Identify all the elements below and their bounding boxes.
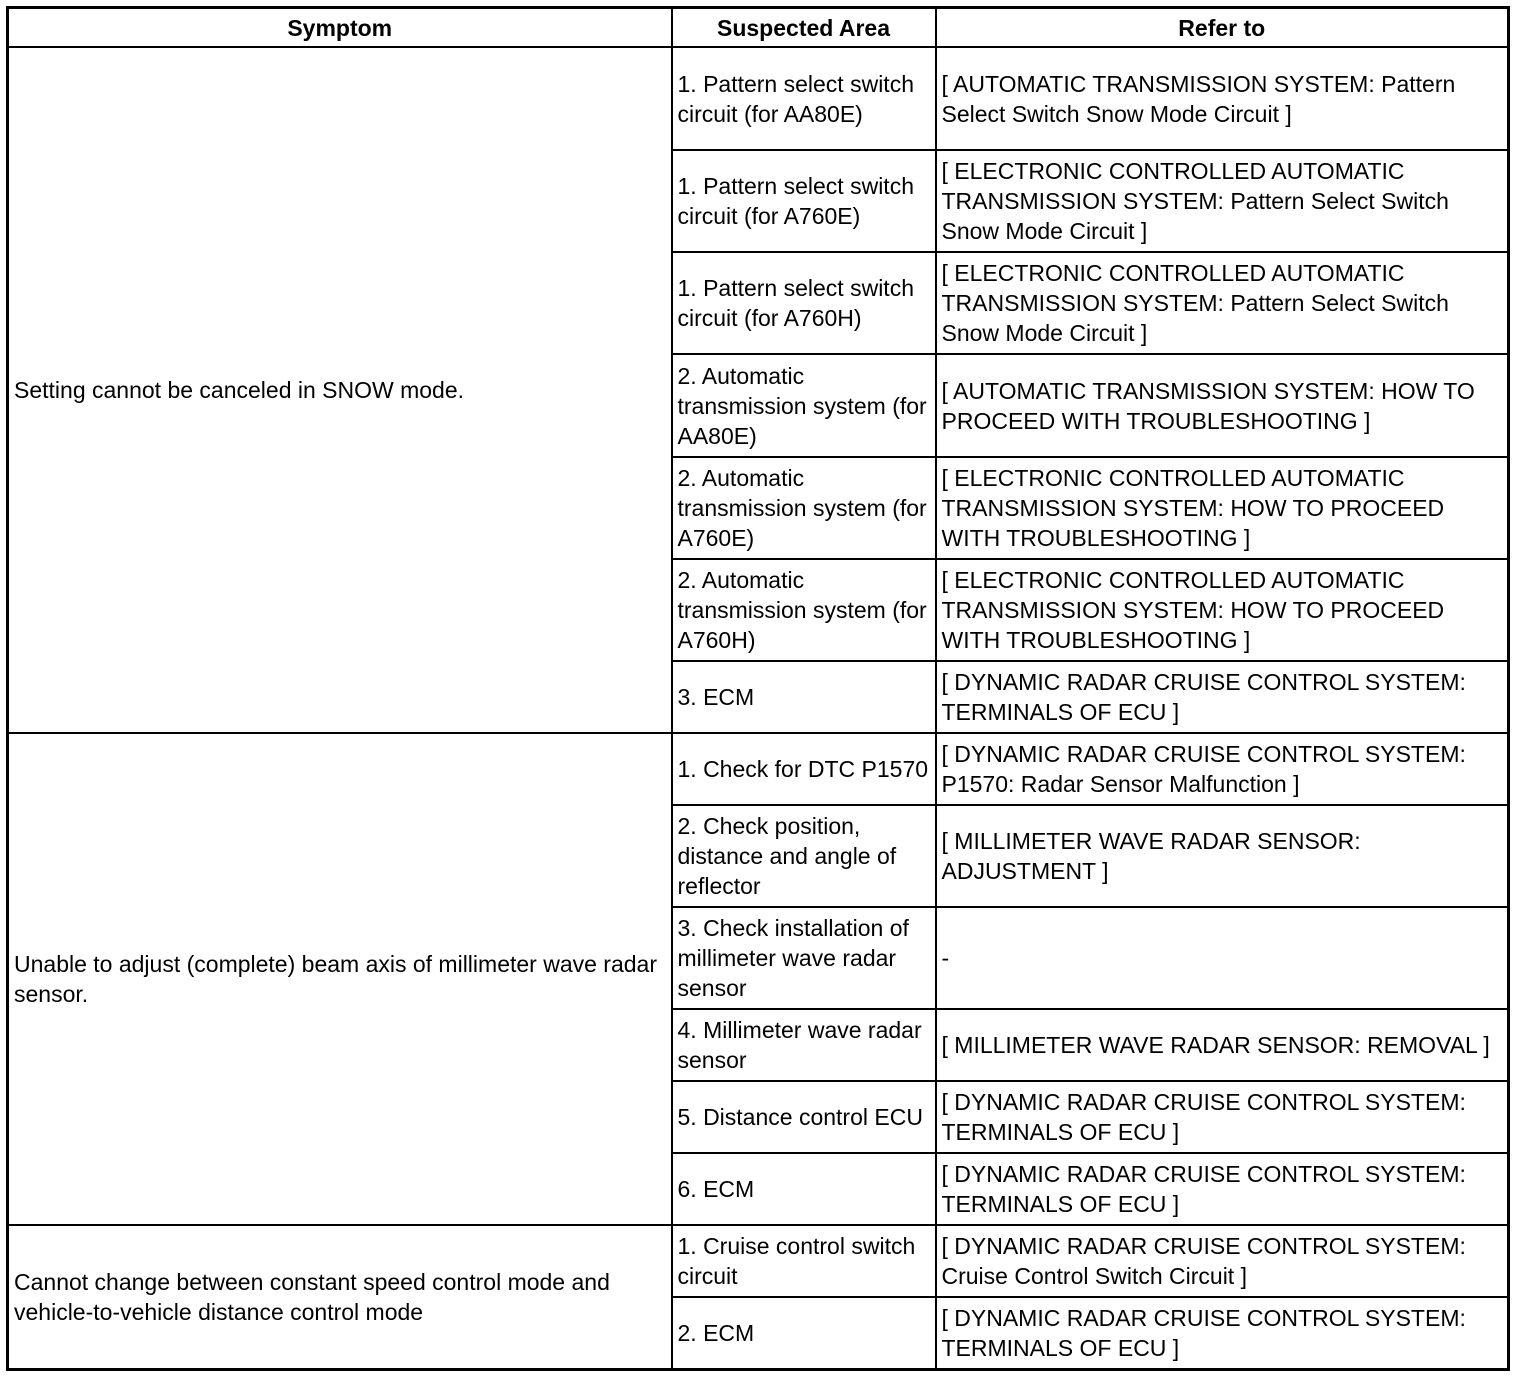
refer-to-link[interactable]: [ MILLIMETER WAVE RADAR SENSOR: ADJUSTMENT ]: [936, 805, 1509, 907]
header-symptom: Symptom: [8, 8, 672, 48]
refer-to-link[interactable]: [ ELECTRONIC CONTROLLED AUTOMATIC TRANSMISSION SYSTEM: HOW TO PROCEED WITH TROUBLESHOOTING ]: [936, 457, 1509, 559]
suspected-area-cell: 3. Check installation of millimeter wave radar sensor: [672, 907, 936, 1009]
refer-to-link[interactable]: [ ELECTRONIC CONTROLLED AUTOMATIC TRANSMISSION SYSTEM: Pattern Select Switch Snow Mode Circuit ]: [936, 150, 1509, 252]
suspected-area-cell: 1. Pattern select switch circuit (for A760H): [672, 252, 936, 354]
suspected-area-cell: 2. ECM: [672, 1297, 936, 1369]
refer-to-link[interactable]: [ DYNAMIC RADAR CRUISE CONTROL SYSTEM: P1570: Radar Sensor Malfunction ]: [936, 733, 1509, 805]
suspected-area-cell: 5. Distance control ECU: [672, 1081, 936, 1153]
header-suspected-area: Suspected Area: [672, 8, 936, 48]
refer-to-link[interactable]: [ ELECTRONIC CONTROLLED AUTOMATIC TRANSMISSION SYSTEM: Pattern Select Switch Snow Mode Circuit ]: [936, 252, 1509, 354]
refer-to-link[interactable]: [ DYNAMIC RADAR CRUISE CONTROL SYSTEM: TERMINALS OF ECU ]: [936, 1153, 1509, 1225]
refer-to-link[interactable]: [ AUTOMATIC TRANSMISSION SYSTEM: HOW TO PROCEED WITH TROUBLESHOOTING ]: [936, 354, 1509, 457]
refer-to-link[interactable]: [ AUTOMATIC TRANSMISSION SYSTEM: Pattern Select Switch Snow Mode Circuit ]: [936, 47, 1509, 150]
header-refer-to: Refer to: [936, 8, 1509, 48]
suspected-area-cell: 1. Pattern select switch circuit (for AA80E): [672, 47, 936, 150]
refer-to-link[interactable]: [ DYNAMIC RADAR CRUISE CONTROL SYSTEM: TERMINALS OF ECU ]: [936, 661, 1509, 733]
symptom-cell: Cannot change between constant speed control mode and vehicle-to-vehicle distance control mode: [8, 1225, 672, 1369]
refer-to-cell: -: [936, 907, 1509, 1009]
suspected-area-cell: 4. Millimeter wave radar sensor: [672, 1009, 936, 1081]
table-row: [8, 733, 1509, 805]
suspected-area-cell: 2. Automatic transmission system (for A760H): [672, 559, 936, 661]
suspected-area-cell: 6. ECM: [672, 1153, 936, 1225]
refer-to-link[interactable]: [ DYNAMIC RADAR CRUISE CONTROL SYSTEM: TERMINALS OF ECU ]: [936, 1081, 1509, 1153]
suspected-area-cell: 1. Pattern select switch circuit (for A760E): [672, 150, 936, 252]
table-row: [8, 47, 1509, 150]
suspected-area-cell: 2. Check position, distance and angle of reflector: [672, 805, 936, 907]
refer-to-link[interactable]: [ ELECTRONIC CONTROLLED AUTOMATIC TRANSMISSION SYSTEM: HOW TO PROCEED WITH TROUBLESHOOTING ]: [936, 559, 1509, 661]
symptom-cell: Unable to adjust (complete) beam axis of millimeter wave radar sensor.: [8, 733, 672, 1225]
refer-to-link[interactable]: [ DYNAMIC RADAR CRUISE CONTROL SYSTEM: Cruise Control Switch Circuit ]: [936, 1225, 1509, 1297]
symptom-cell: Setting cannot be canceled in SNOW mode.: [8, 47, 672, 733]
suspected-area-cell: 2. Automatic transmission system (for AA80E): [672, 354, 936, 457]
table-row: [8, 1225, 1509, 1297]
troubleshooting-table: [6, 6, 1510, 1371]
header-row: [8, 8, 1509, 48]
refer-to-link[interactable]: [ MILLIMETER WAVE RADAR SENSOR: REMOVAL ]: [936, 1009, 1509, 1081]
suspected-area-cell: 1. Cruise control switch circuit: [672, 1225, 936, 1297]
suspected-area-cell: 2. Automatic transmission system (for A760E): [672, 457, 936, 559]
refer-to-link[interactable]: [ DYNAMIC RADAR CRUISE CONTROL SYSTEM: TERMINALS OF ECU ]: [936, 1297, 1509, 1369]
suspected-area-cell: 3. ECM: [672, 661, 936, 733]
suspected-area-cell: 1. Check for DTC P1570: [672, 733, 936, 805]
